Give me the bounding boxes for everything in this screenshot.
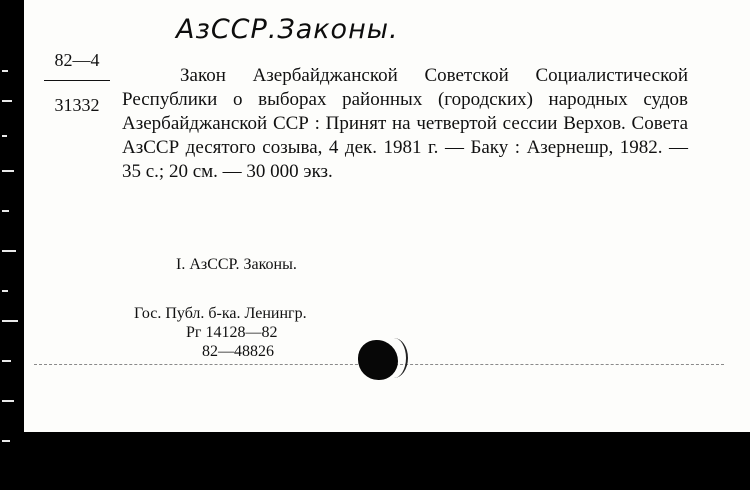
holding-location [134,304,307,361]
call-number-divider [44,80,110,81]
ink-stroke [380,338,408,378]
handwritten-title: АзССР.Законы. [176,14,399,45]
bibliographic-entry: Закон Азербайджанской Советской Социалистической Республики о выборах районных (городских) народных судов Азербайджанской ССР : Принят на четвертой сессии Верхов. Совета АзССР десятого созыва, 4 дек. 1981 г. — Баку : Азернешр, 1982. — 35 с.; 20 см. — 30 000 экз. [122,65,688,182]
card-number: 82—48826 [202,343,274,360]
call-number-top: 82—4 [54,50,100,70]
call-number-bottom: 31332 [54,95,100,115]
library-name: Гос. Публ. б-ка. Ленингр. [134,305,307,322]
scan-edge-strip [0,0,24,490]
registration-code: Рг 14128—82 [186,324,278,341]
scan-edge-marks [2,60,20,480]
subject-heading: I. АзССР. Законы. [176,256,297,273]
